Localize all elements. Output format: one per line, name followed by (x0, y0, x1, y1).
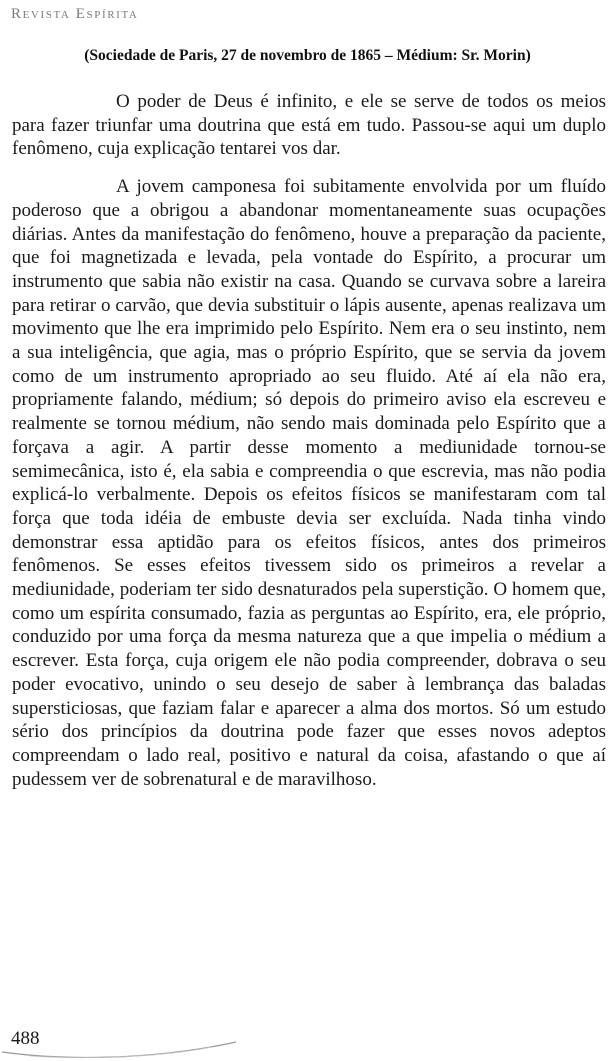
body-text (12, 90, 606, 791)
message-caption: (Sociedade de Paris, 27 de novembro de 1865 – Médium: Sr. Morin) (84, 47, 531, 64)
paragraph-1: O poder de Deus é infinito, e ele se serve de todos os meios para fazer triunfar uma doutrina que está em tudo. Passou-se aqui um duplo fenômeno, cuja explicação tentarei vos dar. (12, 91, 606, 160)
paragraph-2: A jovem camponesa foi subitamente envolvida por um fluído poderoso que a obrigou a abandonar momentaneamente suas ocupações diárias. Antes da manifestação do fenômeno, houve a preparação da paciente, que foi magnetizada e levada, pela vontade do Espírito, a procurar um instrumento que sabia não existir na casa. Quando se curvava sobre a lareira para retirar o carvão, que devia substituir o lápis ausente, apenas realizava um movimento que lhe era imprimido pelo Espírito. Nem era o seu instinto, nem a sua inteligência, que agia, mas o próprio Espírito, que se servia da jovem como de um instrumento apropriado ao seu fluido. Até aí ela não era, propriamente falando, médium; só depois do primeiro aviso ela escreveu e realmente se tornou médium, não sendo mais dominada pelo Espírito que a forçava a agir. A partir desse momento a mediunidade tornou-se semimecânica, isto é, ela sabia e compreendia o que escrevia, mas não podia explicá-lo verbalmente. Depois os efeitos físicos se manifestaram com tal força que toda idéia de embuste devia ser excluída. Nada tinha vindo demonstrar essa aptidão para os efeitos físicos, antes dos primeiros fenômenos. Se esses efeitos tivessem sido os primeiros a revelar a mediunidade, poderiam ter sido desnaturados pela superstição. O homem que, como um espírita consumado, fazia as perguntas ao Espírito, era, ele próprio, conduzido por uma força da mesma natureza que a que impelia o médium a escrever. Esta força, cuja origem ele não podia compreender, dobrava o seu poder evocativo, unindo o seu desejo de saber à lembrança das baladas supersticiosas, que faziam falar e aparecer a alma dos mortos. Só um estudo sério dos princípios da doutrina pode fazer que esses novos adeptos compreendam o lado real, positivo e natural da coisa, afastando o que aí pudessem ver de sobrenatural e de maravilhoso. (12, 176, 606, 790)
running-head: Revista Espírita (11, 6, 139, 22)
page-number: 488 (11, 1028, 40, 1049)
